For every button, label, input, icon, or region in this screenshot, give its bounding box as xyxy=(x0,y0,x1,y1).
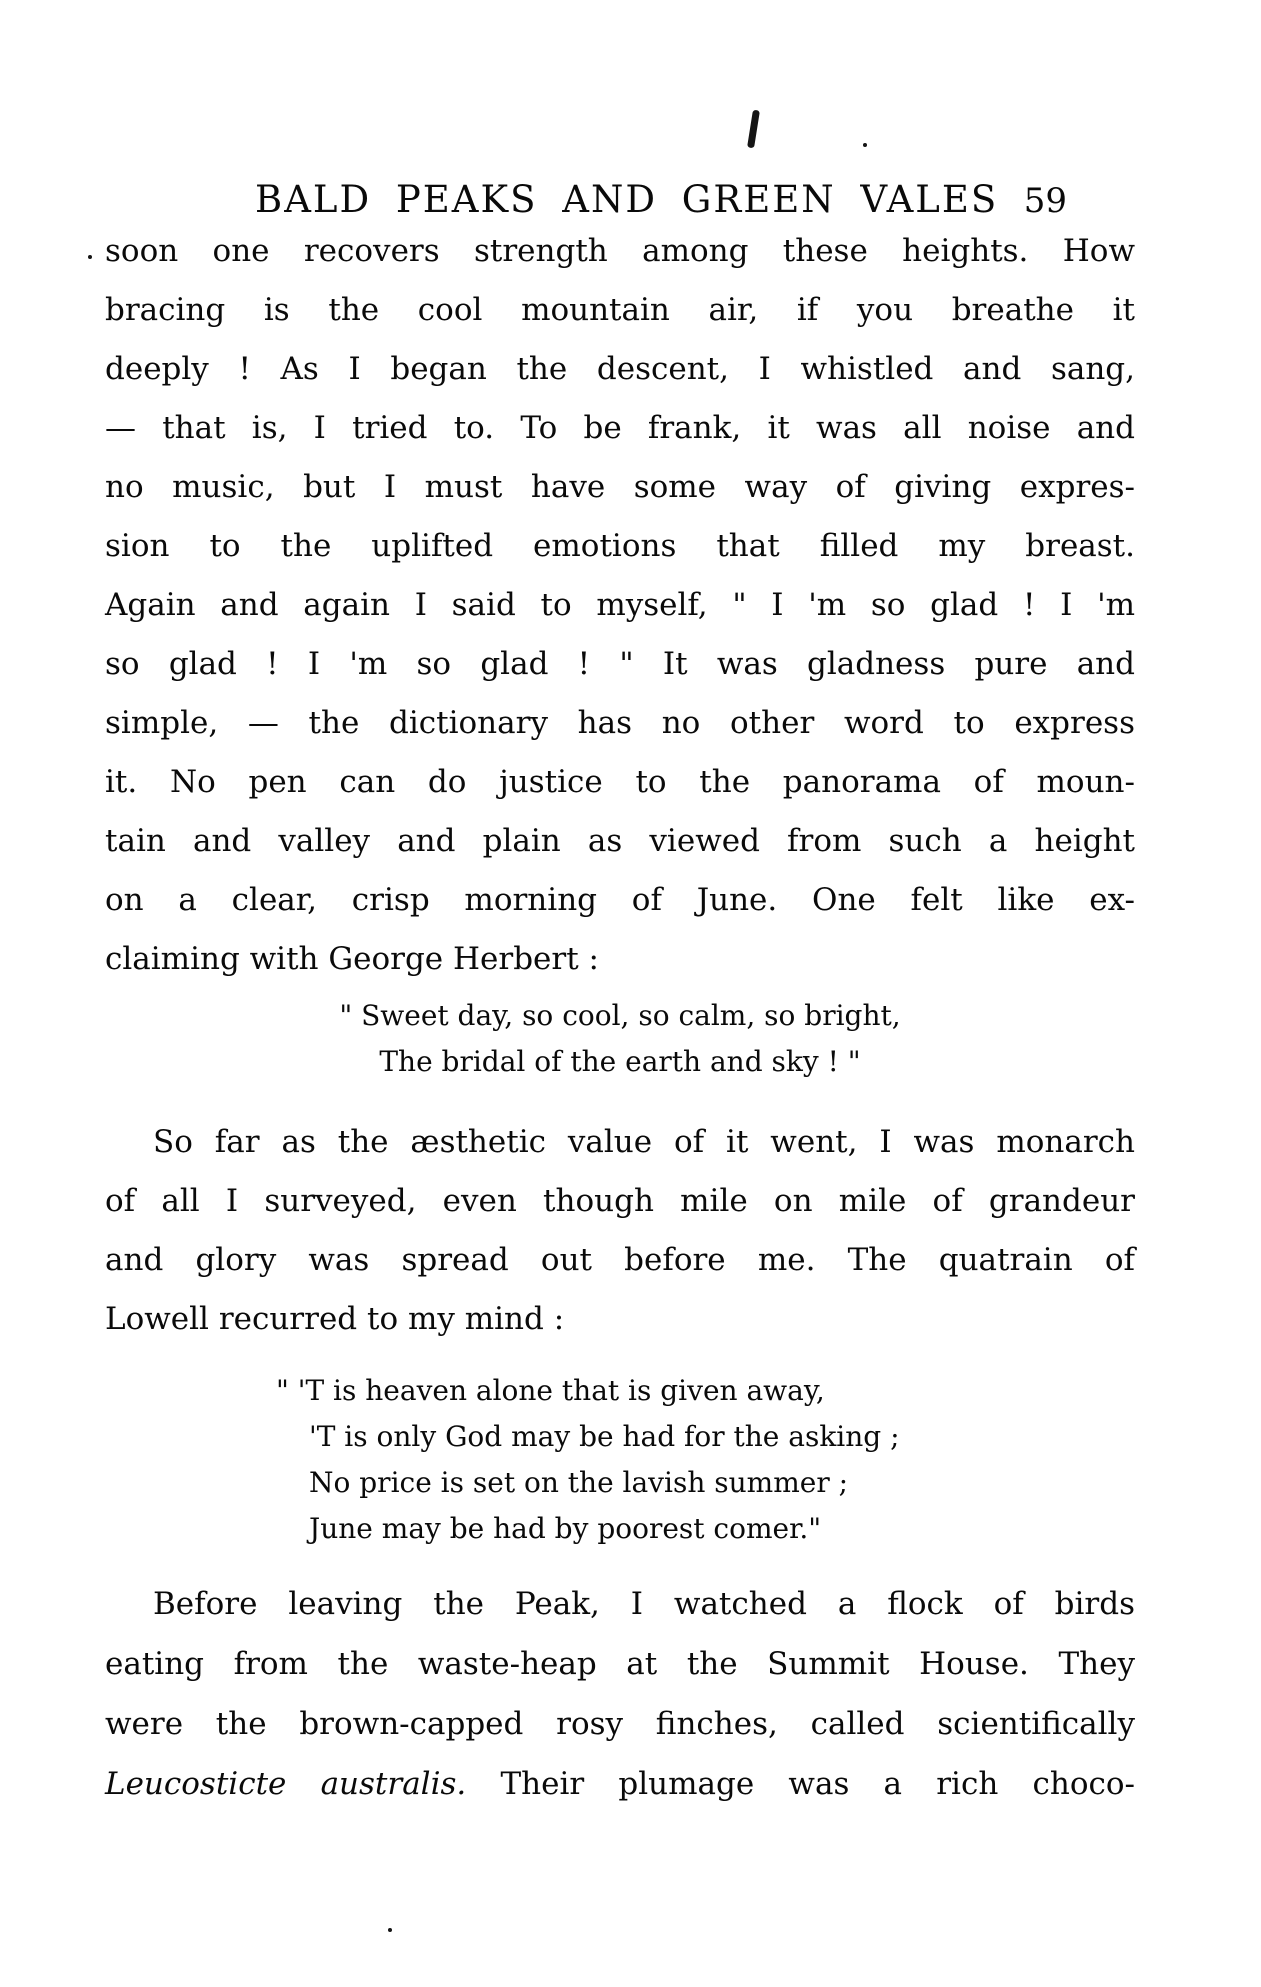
text-line: bracing is the cool mountain air, if you breathe it xyxy=(105,292,1135,328)
text-line xyxy=(105,1754,1135,1814)
text-line: Lowell recurred to my mind : xyxy=(105,1301,565,1337)
text-line: deeply ! As I began the descent, I whistled and sang, xyxy=(105,351,1135,387)
text-line: and glory was spread out before me. The quatrain of xyxy=(105,1242,1135,1278)
text-line: no music, but I must have some way of giving expres- xyxy=(105,469,1135,505)
verse-line: The bridal of the earth and sky ! " xyxy=(379,1045,861,1078)
text-line: — that is, I tried to. To be frank, it was all noise and xyxy=(105,410,1135,446)
text-line: Again and again I said to myself, " I 'm so glad ! I 'm xyxy=(105,587,1135,623)
text-line: on a clear, crisp morning of June. One felt like ex- xyxy=(105,882,1135,918)
ink-speck xyxy=(88,255,92,259)
ink-speck xyxy=(863,143,867,147)
species-name-italic: Leucosticte australis. xyxy=(105,1766,467,1802)
verse-quote-lowell xyxy=(276,1368,1009,1552)
paragraph-finches xyxy=(105,1574,1135,1814)
verse-quote-herbert xyxy=(105,993,1135,1085)
text-line: it. No pen can do justice to the panorama of moun- xyxy=(105,764,1135,800)
text-line: simple, — the dictionary has no other word to express xyxy=(105,705,1135,741)
chapter-title: BALD PEAKS AND GREEN VALES xyxy=(255,178,999,221)
paragraph-monarch xyxy=(105,1113,1135,1349)
verse-line: " 'T is heaven alone that is given away, xyxy=(276,1374,825,1407)
text-line: So far as the æsthetic value of it went, I was monarch xyxy=(153,1124,1135,1160)
text-line: Before leaving the Peak, I watched a flock of birds xyxy=(153,1586,1135,1622)
paragraph-continuation xyxy=(105,222,1135,989)
text-line: sion to the uplifted emotions that filled my breast. xyxy=(105,528,1135,564)
text-line: of all I surveyed, even though mile on mile of grandeur xyxy=(105,1183,1135,1219)
ink-speck xyxy=(747,110,760,149)
verse-line: June may be had by poorest comer." xyxy=(309,1512,822,1545)
verse-line: No price is set on the lavish summer ; xyxy=(309,1466,849,1499)
text-line: were the brown-capped rosy finches, called scientifically xyxy=(105,1706,1135,1742)
text-line: eating from the waste-heap at the Summit House. They xyxy=(105,1646,1135,1682)
running-header xyxy=(255,178,1067,221)
page-number: 59 xyxy=(1023,181,1067,221)
text-line: claiming with George Herbert : xyxy=(105,941,599,977)
text-line: tain and valley and plain as viewed from such a height xyxy=(105,823,1135,859)
text-line: so glad ! I 'm so glad ! " It was gladness pure and xyxy=(105,646,1135,682)
verse-line: " Sweet day, so cool, so calm, so bright, xyxy=(339,999,901,1032)
text-line-rest: Their plumage was a rich choco- xyxy=(500,1766,1135,1802)
verse-line: 'T is only God may be had for the asking ; xyxy=(309,1420,900,1453)
text-line: soon one recovers strength among these heights. How xyxy=(105,233,1135,269)
ink-speck xyxy=(388,1928,392,1932)
